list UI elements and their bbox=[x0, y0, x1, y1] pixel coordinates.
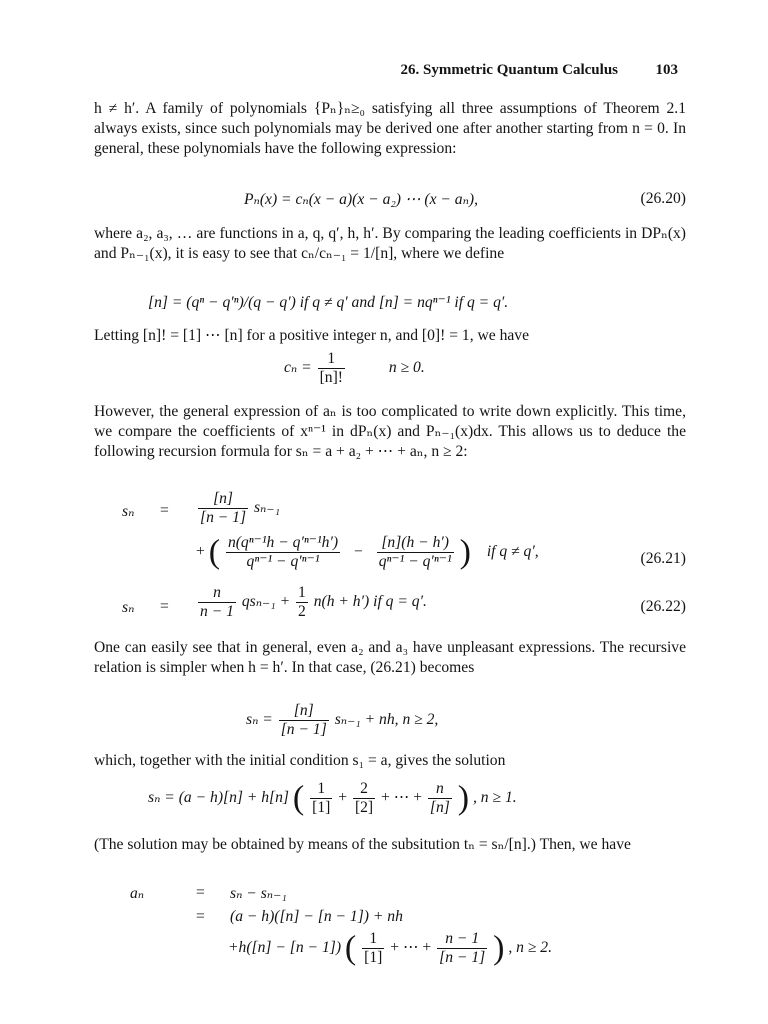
equation-26-20: Pₙ(x) = cₙ(x − a)(x − a₂) ⋯ (x − aₙ), bbox=[244, 191, 479, 208]
equals-4: = bbox=[196, 908, 205, 925]
recursion-line-2: + ( $\frac{\text{n(qⁿ⁻¹h − q′ⁿ⁻¹h′)}}{\text{qⁿ⁻¹ − q′ⁿ⁻¹}}$ − $\frac{[n](h - h')}{\text{qⁿ⁻¹ − q′ⁿ⁻¹}}$ ) if q ≠ q′, bbox=[196, 533, 539, 571]
equation-cn bbox=[284, 350, 425, 387]
an-line-2: (a − h)([n] − [n − 1]) + nh bbox=[230, 908, 403, 925]
recursion-line-3: $\frac{n}{n - 1}$ qsₙ₋₁ + $\frac{1}{2}$ n(h + h′) if q = q′. bbox=[200, 584, 427, 620]
equation-simple-recursion: sₙ = $\frac{[n]}{[n - 1]}$ sₙ₋₁ + nh, n ≥ 2, bbox=[246, 702, 439, 738]
sn-lhs-2: sₙ bbox=[122, 599, 135, 616]
equation-tag-26-22: (26.22) bbox=[640, 598, 686, 615]
cn-lhs: cₙ = bbox=[284, 359, 312, 377]
definition-bracket-n: [n] = (qⁿ − q′ⁿ)/(q − q′) if q ≠ q′ and [n] = nqⁿ⁻¹ if q = q′. bbox=[148, 294, 509, 311]
cn-condition: n ≥ 0. bbox=[388, 359, 425, 377]
equals-1: = bbox=[160, 502, 169, 519]
equation-tag-26-21: (26.21) bbox=[640, 550, 686, 567]
chapter-title: 26. Symmetric Quantum Calculus bbox=[400, 62, 618, 78]
equals-2: = bbox=[160, 598, 169, 615]
equation-solution: sₙ = (a − h)[n] + h[n] ( $\frac{1}{[1]}$ + $\frac{2}{[2]}$ + ⋯ + $\frac{n}{[n]}$ ) , n ≥ 1. bbox=[148, 779, 517, 817]
page-number: 103 bbox=[655, 62, 678, 78]
sn-lhs-1: sₙ bbox=[122, 503, 135, 520]
cn-fraction: $\frac{1}{[n]!}$ bbox=[319, 350, 343, 386]
equals-3: = bbox=[196, 884, 205, 901]
equation-tag-26-20: (26.20) bbox=[640, 190, 686, 207]
paragraph-4: However, the general expression of aₙ is too complicated to write down explicitly. This time, we compare the coefficients of xⁿ⁻¹ in dPₙ(x) and Pₙ₋₁(x)dx. This allows us to deduce the following recursion formula for sₙ = a + a₂ + ⋯ + aₙ, n ≥ 2: bbox=[94, 403, 686, 460]
an-line-1: sₙ − sₙ₋₁ bbox=[230, 885, 287, 902]
paragraph-5: One can easily see that in general, even a₂ and a₃ have unpleasant expressions. The recursive relation is simpler when h = h′. In that case, (26.21) becomes bbox=[94, 639, 686, 676]
paragraph-6: which, together with the initial condition s₁ = a, gives the solution bbox=[94, 752, 506, 769]
an-line-3: +h([n] − [n − 1]) ( $\frac{1}{[1]}$ + ⋯ + $\frac{n - 1}{[n - 1]}$ ) , n ≥ 2. bbox=[228, 929, 552, 967]
paragraph-2: where a₂, a₃, … are functions in a, q, q′, h, h′. By comparing the leading coefficients in DPₙ(x) and Pₙ₋₁(x), it is easy to see that cₙ/cₙ₋₁ = 1/[n], where we define bbox=[94, 225, 686, 262]
paragraph-7: (The solution may be obtained by means of the subsitution tₙ = sₙ/[n].) Then, we have bbox=[94, 836, 631, 853]
paragraph-3: Letting [n]! = [1] ⋯ [n] for a positive integer n, and [0]! = 1, we have bbox=[94, 327, 530, 344]
paragraph-1: h ≠ h′. A family of polynomials {Pₙ}ₙ≥₀ satisfying all three assumptions of Theorem 2.1 always exists, since such polynomials may be derived one after another starting from n = 0. In general, these polynomials have the following expression: bbox=[94, 100, 686, 157]
an-lhs: aₙ bbox=[130, 885, 145, 902]
recursion-line-1: $\frac{[n]}{[n - 1]}$ sₙ₋₁ bbox=[200, 490, 281, 526]
